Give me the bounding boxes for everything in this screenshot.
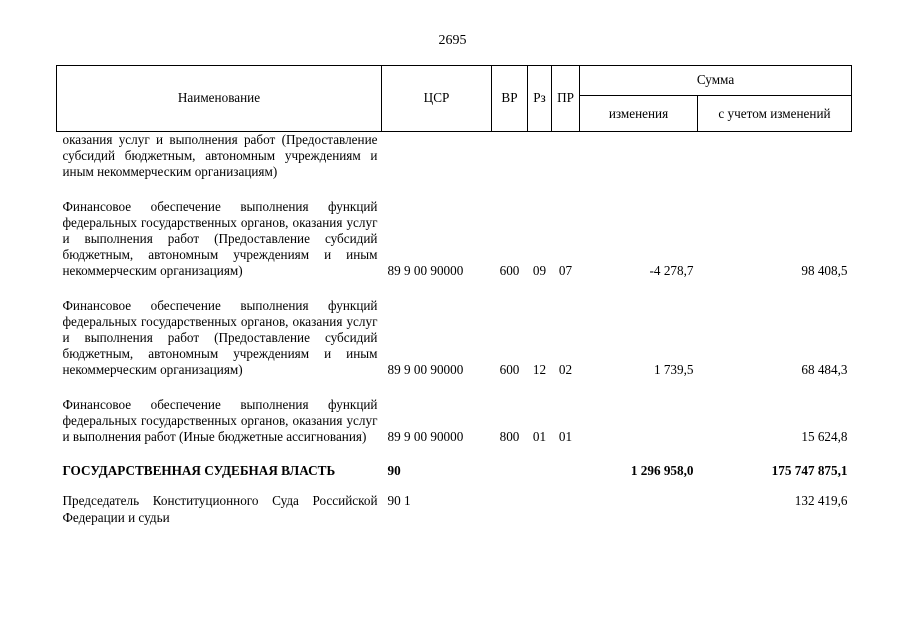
row-rz bbox=[528, 463, 552, 479]
row-pr: 02 bbox=[558, 362, 573, 378]
row-csr: 89 9 00 90000 bbox=[387, 263, 464, 279]
page-number: 2695 bbox=[438, 33, 467, 48]
row-rz bbox=[528, 132, 552, 181]
header-csr: ЦСР bbox=[382, 66, 492, 132]
header-change: изменения bbox=[580, 96, 698, 132]
table-row-section bbox=[57, 463, 852, 479]
table-row bbox=[57, 199, 852, 280]
row-change bbox=[580, 493, 698, 525]
row-rz: 12 bbox=[532, 362, 547, 378]
row-pr: 07 bbox=[558, 263, 573, 279]
table-row bbox=[57, 397, 852, 446]
row-total: 132 419,6 bbox=[794, 493, 848, 509]
row-name: ГОСУДАРСТВЕННАЯ СУДЕБНАЯ ВЛАСТЬ bbox=[62, 463, 336, 479]
row-change: -4 278,7 bbox=[649, 263, 694, 279]
row-csr: 89 9 00 90000 bbox=[387, 362, 464, 378]
row-change bbox=[580, 132, 698, 181]
row-vr bbox=[492, 132, 528, 181]
row-csr bbox=[382, 132, 492, 181]
table-row bbox=[57, 132, 852, 181]
table-header bbox=[57, 66, 852, 132]
row-vr bbox=[492, 463, 528, 479]
budget-table bbox=[56, 65, 852, 526]
row-pr bbox=[552, 463, 580, 479]
header-with-changes: с учетом изменений bbox=[698, 96, 852, 132]
row-spacer bbox=[57, 479, 852, 493]
row-rz bbox=[528, 493, 552, 525]
row-total: 175 747 875,1 bbox=[771, 463, 848, 479]
row-spacer bbox=[57, 280, 852, 298]
row-change: 1 739,5 bbox=[653, 362, 694, 378]
table-row bbox=[57, 493, 852, 525]
row-name: Финансовое обеспечение выполнения функций федеральных государственных органов, оказания услуг и выполнения работ (Предоставление субсидий бюджетным, автономным учреждениям и иным некоммерческим организациям) bbox=[62, 297, 378, 378]
row-rz: 01 bbox=[532, 429, 547, 445]
header-rz: Рз bbox=[528, 66, 552, 132]
row-csr: 89 9 00 90000 bbox=[387, 429, 464, 445]
row-name: Финансовое обеспечение выполнения функций федеральных государственных органов, оказания услуг и выполнения работ (Предоставление субсидий бюджетным, автономным учреждениям и иным некоммерческим организациям) bbox=[62, 198, 378, 279]
row-vr: 600 bbox=[499, 362, 520, 378]
row-vr: 800 bbox=[499, 429, 520, 445]
row-spacer bbox=[57, 445, 852, 463]
row-name: оказания услуг и выполнения работ (Предоставление субсидий бюджетным, автономным учреждениям и иным некоммерческим организациям) bbox=[62, 132, 378, 180]
header-pr: ПР bbox=[552, 66, 580, 132]
row-vr bbox=[492, 493, 528, 525]
row-total: 68 484,3 bbox=[801, 362, 848, 378]
table-row bbox=[57, 298, 852, 379]
row-total: 15 624,8 bbox=[801, 429, 848, 445]
row-pr: 01 bbox=[558, 429, 573, 445]
row-rz: 09 bbox=[532, 263, 547, 279]
row-pr bbox=[552, 132, 580, 181]
row-spacer bbox=[57, 379, 852, 397]
row-vr: 600 bbox=[499, 263, 520, 279]
row-change bbox=[580, 397, 698, 446]
row-spacer bbox=[57, 181, 852, 199]
row-name: Финансовое обеспечение выполнения функций федеральных государственных органов, оказания услуг и выполнения работ (Иные бюджетные ассигнования) bbox=[62, 396, 378, 445]
row-pr bbox=[552, 493, 580, 525]
header-vr: ВР bbox=[492, 66, 528, 132]
row-name: Председатель Конституционного Суда Российской Федерации и судьи bbox=[62, 493, 378, 525]
row-csr: 90 1 bbox=[387, 493, 411, 509]
header-name: Наименование bbox=[57, 66, 382, 132]
row-change: 1 296 958,0 bbox=[630, 463, 694, 479]
row-total bbox=[698, 132, 852, 181]
header-sum: Сумма bbox=[580, 66, 852, 96]
row-total: 98 408,5 bbox=[801, 263, 848, 279]
row-csr: 90 bbox=[387, 463, 401, 479]
